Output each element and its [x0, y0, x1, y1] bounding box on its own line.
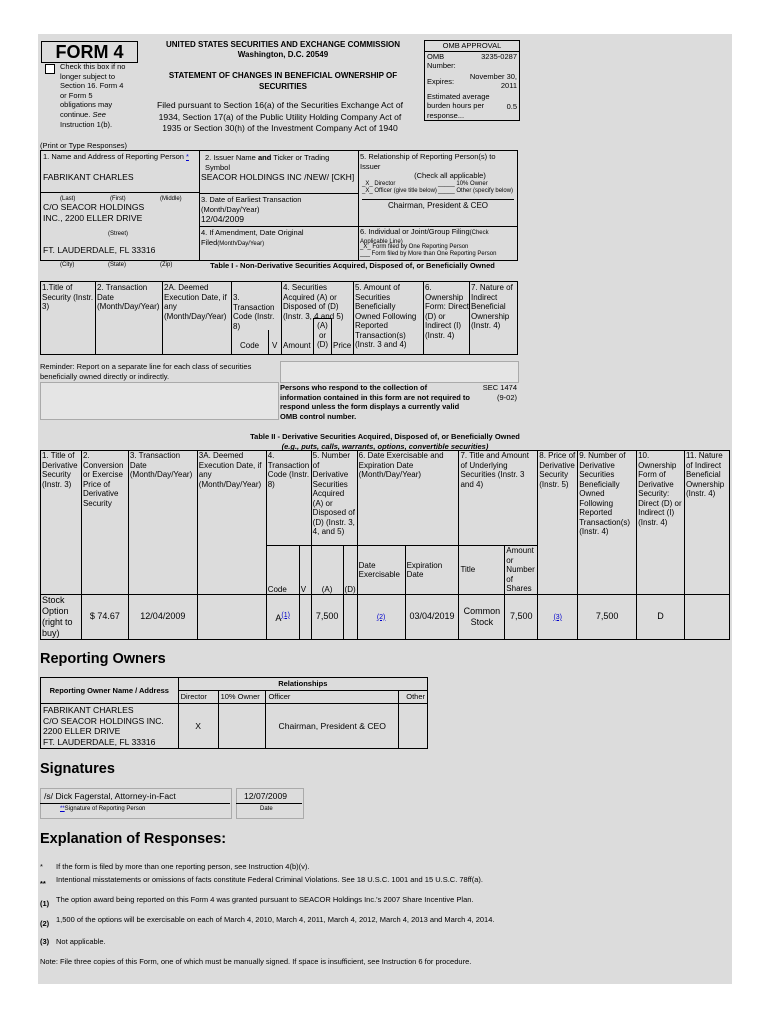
director-header: Director — [178, 691, 218, 704]
issuer-name: SEACOR HOLDINGS INC /NEW/ [CKH] — [201, 172, 355, 182]
owner-address: FABRIKANT CHARLES C/O SEACOR HOLDINGS INC. 2200 ELLER DRIVE FT. LAUDERDALE, FL 33316 — [41, 704, 179, 749]
t2-sub-date-ex: Date Exercisable — [357, 546, 405, 595]
t2-sub-a: (A) — [311, 546, 343, 595]
explanation-item: ** Intentional misstatements or omissions of facts constitute Federal Criminal Violations. See 18 U.S.C. 1001 and 15 U.S.C. 78ff(a). — [40, 875, 484, 888]
city-label: (City) — [60, 262, 75, 268]
ten-pct-header: 10% Owner — [218, 691, 266, 704]
t2-col4: 4. Transaction Code (Instr. 8) — [266, 451, 311, 546]
first-label: (First) — [110, 196, 126, 202]
earliest-transaction-date: 12/04/2009 — [201, 214, 245, 224]
omb-approval-box: OMB APPROVAL OMB Number: 3235-0287 Expires: November 30, 2011 Estimated average burden hours per response... 0.5 — [424, 40, 520, 121]
middle-label: (Middle) — [160, 196, 182, 202]
reminder-text: Reminder: Report on a separate line for each class of securities beneficially owned directly or indirectly. — [40, 362, 252, 381]
persons-notice: Persons who respond to the collection of information contained in this form are not required to respond unless the form displays a currently valid OMB control number. — [280, 383, 471, 421]
no-longer-subject-checkbox[interactable] — [45, 64, 55, 74]
t2-row-date: 12/04/2009 — [128, 595, 197, 640]
reporting-owners-heading: Reporting Owners — [40, 651, 166, 667]
reporting-person-name: FABRIKANT CHARLES — [43, 172, 134, 182]
t1-col6-label: 6. Ownership Form: Direct (D) or Indirect (I) (Instr. 4) — [425, 283, 469, 340]
reminder-blank-box — [280, 361, 519, 383]
signatures-heading: Signatures — [40, 761, 115, 777]
t2-sub-amount: Amount or Number of Shares — [505, 546, 538, 595]
signature-label: **Signature of Reporting Person — [60, 806, 146, 812]
t1-sub-price: Price — [333, 341, 352, 350]
footnote-1-link[interactable]: (1) — [281, 611, 290, 619]
officer-check: _X_ Officer (give title below) — [362, 188, 437, 194]
t2-col3: 3. Transaction Date (Month/Day/Year) — [128, 451, 197, 595]
relationships-header: Relationships — [178, 678, 427, 691]
one-person-filing: _X_ Form filed by One Reporting Person — [360, 244, 469, 250]
t2-row-deemed — [197, 595, 266, 640]
box1-name-divider — [40, 192, 200, 193]
table1-title: Table I - Non-Derivative Securities Acquired, Disposed of, or Beneficially Owned — [210, 261, 495, 270]
state-label: (State) — [108, 262, 127, 268]
footnote-3-link[interactable]: (3) — [553, 613, 563, 621]
t1-col7-label: 7. Nature of Indirect Beneficial Ownership (Instr. 4) — [471, 283, 513, 330]
zip-label: (Zip) — [160, 262, 173, 268]
t2-sub-v: V — [299, 546, 311, 595]
t2-row-d — [343, 595, 357, 640]
box2-label: 2. Issuer Name and Ticker or Trading Symbol — [205, 153, 330, 172]
multi-person-filing: ___ Form filed by More than One Reporting Person — [360, 251, 497, 257]
t1-sub-v: V — [272, 341, 278, 350]
other-check: _____ Other (specify below) — [438, 188, 514, 194]
t2-col8: 8. Price of Derivative Security (Instr. 5) — [538, 451, 578, 595]
reporting-owners-table — [40, 677, 428, 749]
t2-sub-d: (D) — [343, 546, 357, 595]
explanation-item: (1) The option award being reported on this Form 4 was granted pursuant to SEACOR Holdings Inc.'s 2007 Share Incentive Plan. — [40, 895, 474, 908]
explanation-heading: Explanation of Responses: — [40, 831, 227, 847]
t1-col2a-label: 2A. Deemed Execution Date, if any (Month/Day/Year) — [164, 283, 227, 321]
owner-name-header: Reporting Owner Name / Address — [41, 678, 179, 704]
form-title: FORM 4 — [55, 42, 124, 62]
print-type-note: (Print or Type Responses) — [40, 141, 127, 150]
form-title-box — [41, 41, 138, 63]
check-all-applicable: (Check all applicable) — [414, 171, 486, 180]
t2-row-a: 7,500 — [311, 595, 343, 640]
officer-title: Chairman, President & CEO — [362, 199, 514, 210]
date-line — [236, 803, 302, 804]
box1-label: 1. Name and Address of Reporting Person * — [43, 152, 189, 161]
box5-label: 5. Relationship of Reporting Person(s) to Issuer — [360, 152, 496, 171]
t2-col9: 9. Number of Derivative Securities Beneficially Owned Following Reported Transaction(s) (Instr. 4) — [578, 451, 637, 595]
t2-col7: 7. Title and Amount of Underlying Securities (Instr. 3 and 4) — [459, 451, 538, 546]
file-copies-note: Note: File three copies of this Form, one of which must be manually signed. If space is insufficient, see Instruction 6 for procedure. — [40, 957, 472, 966]
t2-col3a: 3A. Deemed Execution Date, if any (Month/Day/Year) — [197, 451, 266, 595]
table2 — [40, 450, 730, 640]
sig-footnote-link[interactable]: ** — [60, 806, 65, 812]
statement-title: STATEMENT OF CHANGES IN BENEFICIAL OWNERSHIP OF SECURITIES — [168, 71, 398, 91]
t2-sub-code: Code — [266, 546, 299, 595]
t2-row-und-amount: 7,500 — [505, 595, 538, 640]
owner-other — [399, 704, 428, 749]
signature-text: /s/ Dick Fagerstal, Attorney-in-Fact — [44, 791, 176, 801]
footnote-2-link[interactable]: (2) — [376, 613, 386, 621]
notice-blank-box — [40, 382, 279, 420]
t1-col3-label: 3. Transaction Code (Instr. 8) — [233, 293, 275, 331]
t2-sub-title: Title — [459, 546, 505, 595]
officer-header: Officer — [266, 691, 399, 704]
omb-approval-title: OMB APPROVAL — [425, 41, 519, 52]
explanation-item: * If the form is filed by more than one reporting person, see Instruction 4(b)(v). — [40, 862, 310, 871]
box4-label: 4. If Amendment, Date Original Filed(Month/Day/Year) — [201, 228, 304, 247]
t1-col4-label: 4. Securities Acquired (A) or Disposed of (D) (Instr. 3, 4 and 5) — [283, 283, 344, 321]
owner-director-mark: X — [178, 704, 218, 749]
t2-col10: 10. Ownership Form of Derivative Security: Direct (D) or Indirect (I) (Instr. 4) — [637, 451, 685, 595]
date-label: Date — [260, 806, 273, 812]
box3-label: 3. Date of Earliest Transaction (Month/Day/Year) — [201, 195, 302, 214]
t2-row-und-title: Common Stock — [459, 595, 505, 640]
sec-code: SEC 1474 (9-02) — [482, 383, 517, 402]
signature-line — [40, 803, 230, 804]
table2-title: Table II - Derivative Securities Acquired, Disposed of, or Beneficially Owned (e.g., puts, calls, warrants, options, convertible securities) — [250, 432, 520, 451]
t2-row-form: D — [637, 595, 685, 640]
reporting-person-street: C/O SEACOR HOLDINGS INC., 2200 ELLER DRIVE — [43, 202, 145, 223]
signature-date: 12/07/2009 — [244, 791, 288, 801]
t2-col2: 2. Conversion or Exercise Price of Derivative Security — [81, 451, 128, 595]
other-header: Other — [399, 691, 428, 704]
explanation-item: (3) Not applicable. — [40, 937, 106, 946]
last-label: (Last) — [60, 196, 76, 202]
filed-pursuant: Filed pursuant to Section 16(a) of the Securities Exchange Act of 1934, Section 17(a) of the Public Utility Holding Company Act of 1935 or Section 30(h) of the Investment Company Act of 1940 — [156, 100, 404, 133]
owner-officer-title: Chairman, President & CEO — [266, 704, 399, 749]
t2-col11: 11. Nature of Indirect Beneficial Ownership (Instr. 4) — [684, 451, 729, 595]
t2-col6: 6. Date Exercisable and Expiration Date (Month/Day/Year) — [357, 451, 459, 546]
box6-label: 6. Individual or Joint/Group Filing(Check Applicable Line) — [360, 227, 489, 245]
check-box-text: Check this box if no longer subject to Section 16. Form 4 or Form 5 obligations may continue. See Instruction 1(b). — [60, 62, 126, 129]
t2-row-date-ex — [357, 595, 405, 640]
table-row — [41, 595, 730, 640]
t1-col2-label: 2. Transaction Date (Month/Day/Year) — [97, 283, 160, 311]
t2-col1: 1. Title of Derivative Security (Instr. 3) — [41, 451, 82, 595]
reporting-person-city: FT. LAUDERDALE, FL 33316 — [43, 245, 156, 255]
t2-row-nature — [684, 595, 729, 640]
t2-row-code: $A^{(1)}$ — [266, 595, 299, 640]
explanation-item: (2) 1,500 of the options will be exercisable on each of March 4, 2010, March 4, 2011, March 4, 2012, March 4, 2013 and March 4, 2014. — [40, 915, 495, 928]
t2-row-price8 — [538, 595, 578, 640]
t2-row-v — [299, 595, 311, 640]
owner-ten-pct — [218, 704, 266, 749]
t1-col3-sub-divider — [268, 330, 269, 355]
t2-col5: 5. Number of Derivative Securities Acquired (A) or Disposed of (D) (Instr. 3, 4, and 5) — [311, 451, 357, 546]
t2-row-price: $ 74.67 — [81, 595, 128, 640]
t1-sub-aord: (A) or (D) — [316, 321, 329, 349]
street-label: (Street) — [108, 231, 129, 237]
t1-col4-sub-line — [313, 318, 331, 319]
agency-name: UNITED STATES SECURITIES AND EXCHANGE COMMISSION Washington, D.C. 20549 — [165, 40, 401, 59]
t1-col4-sub-divider-2 — [331, 318, 332, 355]
t1-sub-amount: Amount — [283, 341, 311, 350]
t2-row-exp: 03/04/2019 — [405, 595, 459, 640]
t1-col5-label: 5. Amount of Securities Beneficially Owned Following Reported Transaction(s) (Instr. 3 and 4) — [355, 283, 417, 349]
t1-sub-code: Code — [240, 341, 260, 350]
t2-sub-exp: Expiration Date — [405, 546, 459, 595]
director-check: _X_ Director — [362, 181, 396, 187]
table-row — [41, 704, 428, 749]
t1-col1-label: 1.Title of Security (Instr. 3) — [42, 283, 94, 311]
ten-pct-check: _____ 10% Owner — [438, 181, 488, 187]
t2-row-title: Stock Option (right to buy) — [41, 595, 82, 640]
t2-row-owned: 7,500 — [578, 595, 637, 640]
